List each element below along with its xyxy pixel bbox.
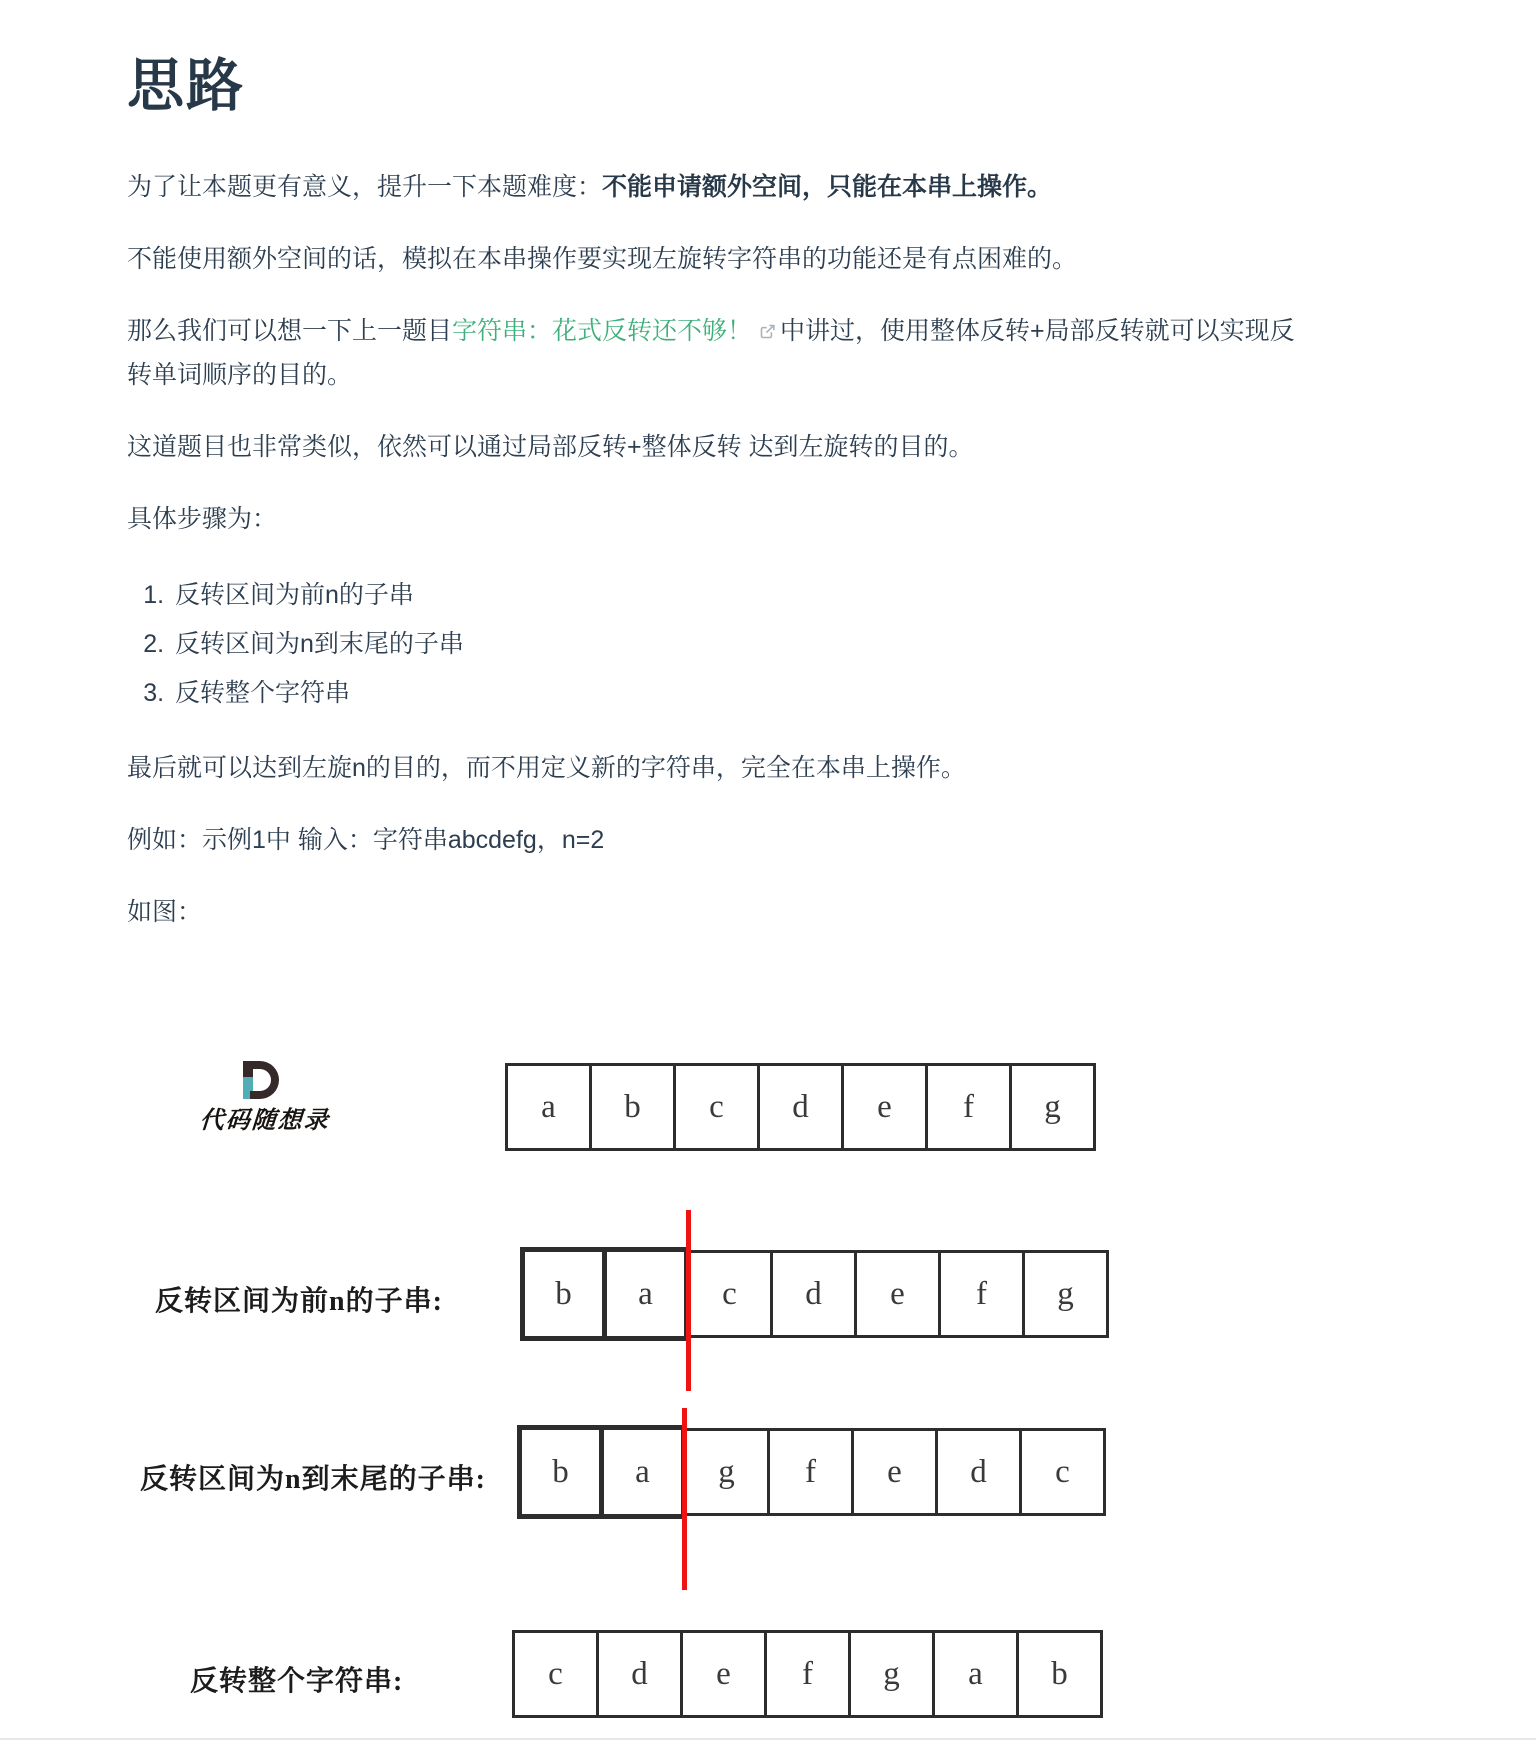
paragraph-difficulty [127,166,1297,209]
page-title: 思路 [127,54,245,118]
string-cell: e [680,1630,767,1718]
string-cell: d [596,1630,683,1718]
paragraph-conclusion: 最后就可以达到左旋n的目的，而不用定义新的字符串，完全在本串上操作。 [127,754,966,782]
string-cell: d [935,1428,1022,1516]
red-divider-line-1 [686,1210,691,1391]
string-row-reverse-front [520,1250,1109,1341]
string-cell: g [848,1630,935,1718]
string-cell: a [505,1063,592,1151]
logo-text: 代码随想录 [198,1108,331,1134]
string-cell-highlighted: b [520,1247,607,1341]
row-label-reverse-tail: 反转区间为n到末尾的子串: [140,1464,486,1495]
paragraph-no-extra-space: 不能使用额外空间的话，模拟在本串操作要实现左旋转字符串的功能还是有点困难的。 [127,245,1078,273]
string-cell-highlighted: b [517,1425,604,1519]
steps-list [137,575,1536,713]
string-cell: f [764,1630,851,1718]
string-cell: c [686,1250,773,1338]
bold-constraint-text: 不能申请额外空间，只能在本串上操作。 [602,173,1053,201]
string-cell: f [767,1428,854,1516]
rotation-diagram [0,1038,1536,1740]
string-cell: b [589,1063,676,1151]
string-cell: e [854,1250,941,1338]
step-item-2: 2. 反转区间为n到末尾的子串 [171,624,1536,664]
previous-problem-link[interactable]: 字符串：花式反转还不够！ [452,317,753,345]
step-item-1: 1. 反转区间为前n的子串 [171,575,1536,615]
paragraph-text: 中讲过，使用整体反转+局部反转就可以实现反转单词顺序的目的。 [127,317,1295,389]
string-cell-highlighted: a [599,1425,686,1519]
string-row-reverse-tail [517,1428,1106,1519]
string-cell: e [841,1063,928,1151]
paragraph-text: 为了让本题更有意义，提升一下本题难度： [127,173,603,201]
string-cell: b [1016,1630,1103,1718]
row-label-reverse-whole: 反转整个字符串: [190,1666,404,1697]
site-logo [170,1058,370,1148]
paragraph-steps-intro: 具体步骤为： [127,505,278,533]
string-cell: g [1022,1250,1109,1338]
paragraph-example: 例如：示例1中 输入：字符串abcdefg，n=2 [127,826,605,854]
paragraph-similar-problem: 这道题目也非常类似，依然可以通过局部反转+整体反转 达到左旋转的目的。 [127,433,974,461]
paragraph-figure-intro: 如图： [127,898,203,926]
string-cell: d [770,1250,857,1338]
string-cell: g [683,1428,770,1516]
string-cell: g [1009,1063,1096,1151]
paragraph-text: 那么我们可以想一下上一题目 [127,317,453,345]
string-row-original [505,1063,1096,1151]
step-item-3: 3. 反转整个字符串 [171,673,1536,713]
external-link-icon [759,311,776,354]
string-cell: a [932,1630,1019,1718]
string-cell: c [1019,1428,1106,1516]
string-cell: e [851,1428,938,1516]
logo-d-icon [243,1061,279,1099]
string-cell: c [512,1630,599,1718]
string-cell: d [757,1063,844,1151]
red-divider-line-2 [682,1408,687,1590]
string-row-reverse-whole [512,1630,1103,1718]
string-cell: f [938,1250,1025,1338]
string-cell: f [925,1063,1012,1151]
string-cell: c [673,1063,760,1151]
row-label-reverse-front: 反转区间为前n的子串: [155,1286,443,1317]
paragraph-previous-problem [127,310,1297,397]
string-cell-highlighted: a [602,1247,689,1341]
